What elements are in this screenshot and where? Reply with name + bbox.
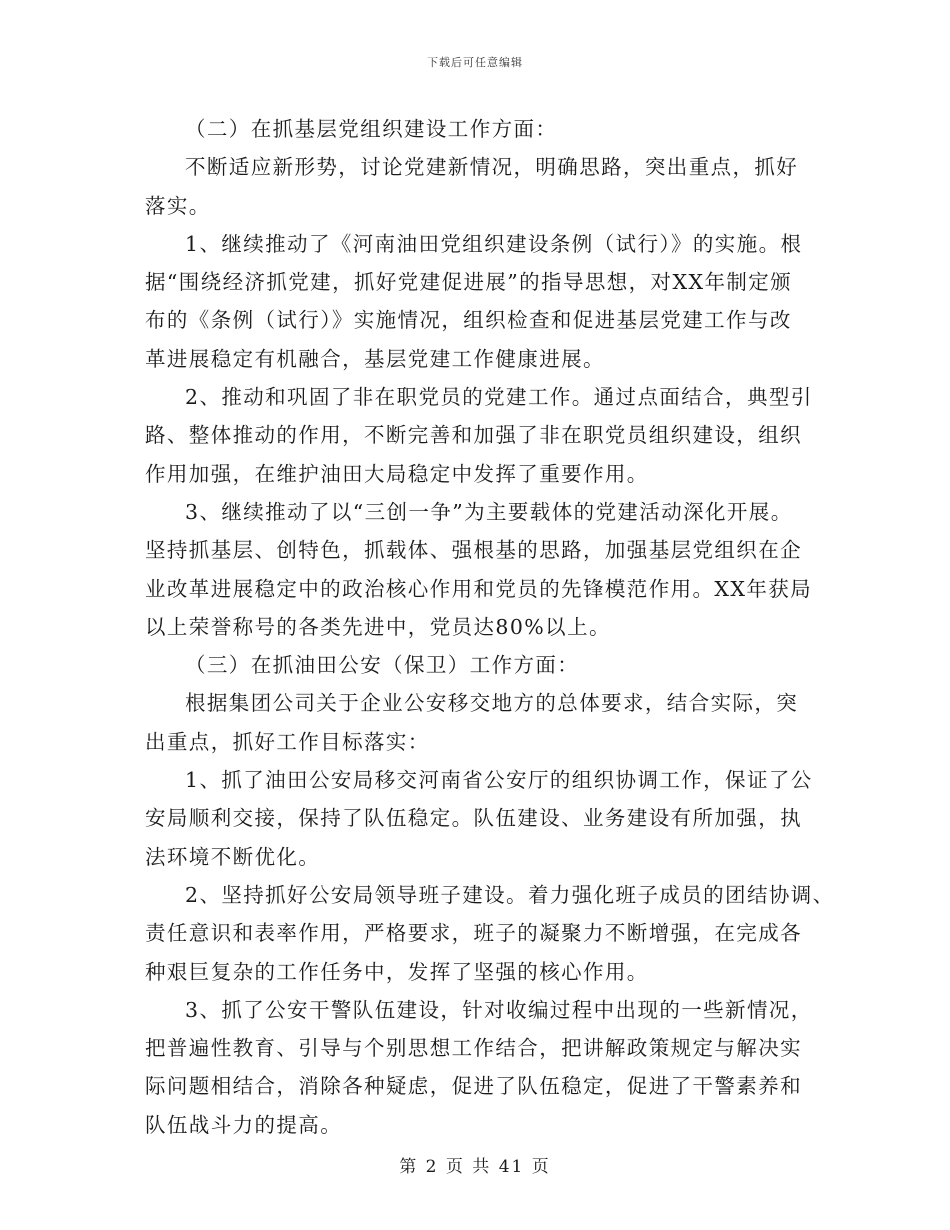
text-line: 布的《条例（试行）》实施情况，组织检查和促进基层党建工作与改 (145, 308, 792, 333)
text-line: 2、坚持抓好公安局领导班子建设。着力强化班子成员的团结协调、 (185, 882, 835, 907)
text-line: 安局顺利交接，保持了队伍稳定。队伍建设、业务建设有所加强，执 (145, 806, 802, 831)
text-line: 路、整体推动的作用，不断完善和加强了非在职党员组织建设，组织 (145, 423, 802, 448)
text-line: 不断适应新形势，讨论党建新情况，明确思路，突出重点，抓好 (185, 155, 799, 180)
text-line: 1、抓了油田公安局移交河南省公安厅的组织协调工作，保证了公 (185, 768, 813, 793)
text-line: 作用加强，在维护油田大局稳定中发挥了重要作用。 (145, 461, 649, 486)
text-line: 1、继续推动了《河南油田党组织建设条例（试行）》的实施。根 (185, 231, 803, 256)
text-line: 法环境不断优化。 (145, 844, 321, 869)
page-footer: 第 2 页 共 41 页 (399, 1157, 551, 1177)
page-header: 下载后可任意编辑 (427, 56, 523, 69)
text-line: 种艰巨复杂的工作任务中，发挥了坚强的核心作用。 (145, 959, 649, 984)
text-line: 革进展稳定有机融合，基层党建工作健康进展。 (145, 346, 605, 371)
text-line: 业改革进展稳定中的政治核心作用和党员的先锋模范作用。XX年获局 (145, 576, 813, 601)
text-line: 责任意识和表率作用，严格要求，班子的凝聚力不断增强，在完成各 (145, 921, 802, 946)
document-body (145, 110, 835, 1144)
text-line: （三）在抓油田公安（保卫）工作方面： (185, 653, 580, 678)
text-line: 3、抓了公安干警队伍建设，针对收编过程中出现的一些新情况， (185, 997, 813, 1022)
text-line: 据“围绕经济抓党建，抓好党建促进展”的指导思想，对XX年制定颁 (145, 270, 793, 295)
text-line: 根据集团公司关于企业公安移交地方的总体要求，结合实际，突 (185, 691, 799, 716)
text-line: （二）在抓基层党组织建设工作方面： (185, 117, 558, 141)
text-line: 以上荣誉称号的各类先进中，党员达80%以上。 (145, 614, 611, 639)
text-line: 3、继续推动了以“三创一争”为主要载体的党建活动深化开展。 (185, 499, 793, 524)
text-line: 落实。 (145, 193, 211, 218)
text-line: 际问题相结合，消除各种疑虑，促进了队伍稳定，促进了干警素养和 (145, 1074, 802, 1099)
text-line: 出重点，抓好工作目标落实： (145, 729, 430, 754)
text-line: 坚持抓基层、创特色，抓载体、强根基的思路，加强基层党组织在企 (145, 538, 802, 563)
text-line: 把普遍性教育、引导与个别思想工作结合，把讲解政策规定与解决实 (145, 1036, 802, 1061)
text-line: 2、推动和巩固了非在职党员的党建工作。通过点面结合，典型引 (185, 385, 813, 410)
text-line: 队伍战斗力的提高。 (145, 1112, 343, 1137)
